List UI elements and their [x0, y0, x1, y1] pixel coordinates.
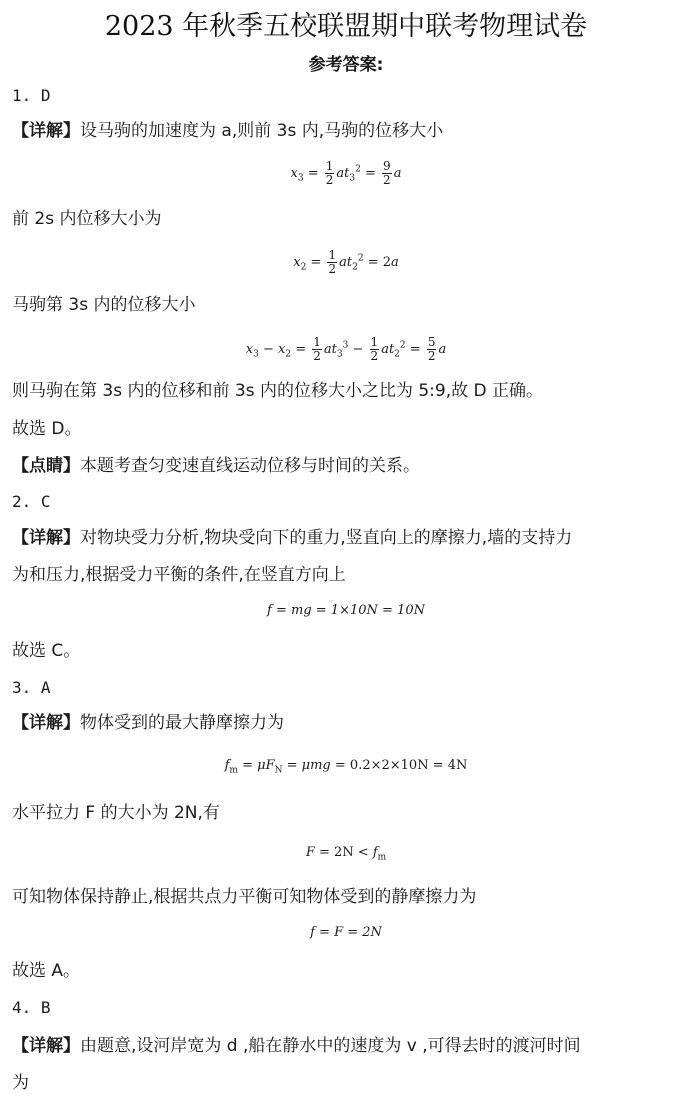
q4-number: 4. B: [12, 998, 51, 1017]
q3-line3: 可知物体保持静止,根据共点力平衡可知物体受到的静摩擦力为: [12, 887, 477, 907]
q1-number: 1. D: [12, 86, 51, 105]
q4-detail: [12, 1035, 581, 1057]
q1-detail-tag: 【详解】: [12, 121, 80, 141]
q3-formula-fm: $f_m = \mu F_N = \mu mg = 0.2\times 2\times 10N = 4N$: [224, 758, 468, 776]
q2-formula: f = mg = 1×10N = 10N: [267, 603, 425, 618]
q1-tip: [12, 455, 420, 477]
q3-number: 3. A: [12, 678, 51, 697]
q1-choose: 故选 D。: [12, 419, 82, 439]
q2-number: 2. C: [12, 492, 51, 511]
q1-tip-text: 本题考查匀变速直线运动位移与时间的关系。: [80, 456, 420, 476]
q3-line2: 水平拉力 F 的大小为 2N,有: [12, 803, 220, 823]
q4-detail2: 为: [12, 1073, 29, 1093]
q1-formula-x2: $x_2$ = $\frac{1}{2}$ $at_2^2 = 2a$: [293, 248, 399, 276]
q4-detail-text: 由题意,设河岸宽为 d ,船在静水中的速度为 v ,可得去时的渡河时间: [80, 1036, 581, 1056]
q1-formula-x3: $x_3$ = $\frac{1}{2}$ $at_3^2$ = $\frac{9}{2}$ a: [290, 159, 402, 187]
q1-detail: [12, 120, 443, 142]
q1-detail-text: 设马驹的加速度为 a,则前 3s 内,马驹的位移大小: [80, 121, 444, 141]
document-title: 2023 年秋季五校联盟期中联考物理试卷: [104, 11, 588, 42]
answer-key-heading: 参考答案:: [308, 55, 384, 75]
q4-detail-tag: 【详解】: [12, 1036, 80, 1056]
q1-line3: 马驹第 3s 内的位移大小: [12, 295, 196, 315]
q3-choose: 故选 A。: [12, 961, 81, 981]
q2-detail-text: 对物块受力分析,物块受向下的重力,竖直向上的摩擦力,墙的支持力: [80, 528, 573, 548]
q1-tip-tag: 【点睛】: [12, 456, 80, 476]
q3-detail: [12, 712, 284, 734]
q2-choose: 故选 C。: [12, 641, 81, 661]
q3-detail-text: 物体受到的最大静摩擦力为: [80, 713, 284, 733]
q2-detail-tag: 【详解】: [12, 528, 80, 548]
q3-formula-f: f = F = 2N: [310, 925, 382, 940]
q3-detail-tag: 【详解】: [12, 713, 80, 733]
q3-formula-F: $F = 2N < f_m$: [305, 845, 387, 863]
q1-conclusion: 则马驹在第 3s 内的位移和前 3s 内的位移大小之比为 5:9,故 D 正确。: [12, 381, 544, 401]
q1-formula-diff: $x_3 - x_2$ = $\frac{1}{2}$ $at_3^3$ − $\frac{1}{2}$ $at_2^2$ = $\frac{5}{2}$ a: [245, 335, 447, 363]
q2-detail: [12, 527, 572, 549]
q1-line2: 前 2s 内位移大小为: [12, 209, 162, 229]
q2-detail2: 为和压力,根据受力平衡的条件,在竖直方向上: [12, 565, 346, 585]
